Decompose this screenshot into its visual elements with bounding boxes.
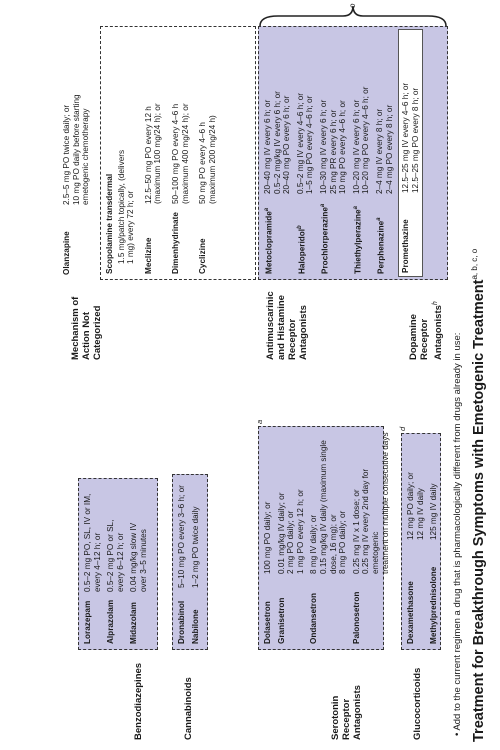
glucocorticoids-box bbox=[401, 433, 441, 650]
drug-dose: 20–40 mg IV every 6 h; or 0.5–2 mg/kg IV every 6 h; or 20–40 mg PO every 6 h; or bbox=[263, 91, 292, 194]
drug-name: Dolasetron bbox=[263, 601, 272, 644]
drug-name: Lorazepam bbox=[83, 600, 92, 644]
drug-dose: 50 mg PO every 4–6 h (maximum 200 mg/24 h) bbox=[198, 115, 217, 204]
drug-dose: 12 mg PO daily; or 12 mg IV daily bbox=[406, 472, 425, 540]
drug-name: Methylprednisolone bbox=[429, 566, 439, 644]
drug-name: Haloperidol$^b$ bbox=[296, 225, 307, 274]
drug-name: Dronabinol bbox=[177, 600, 186, 644]
dopamine-note: h bbox=[432, 301, 439, 306]
drug-name: Olanzapine bbox=[62, 231, 71, 275]
promethazine-row bbox=[398, 29, 423, 277]
drug-dose: 1–2 mg PO twice daily bbox=[190, 506, 200, 588]
title-superscript: a, b, c, o bbox=[470, 248, 479, 280]
drug-name: Alprazolam bbox=[106, 599, 116, 644]
category-benzodiazepines: Benzodiazepines bbox=[133, 662, 144, 740]
drug-dose: 5–10 mg PO every 3–6 h; or bbox=[177, 485, 186, 588]
brace-label: o bbox=[348, 3, 357, 8]
drug-name: Metoclopramide$^a$ bbox=[264, 207, 274, 274]
category-antimuscarinic: Antimuscarinic and Histamine Receptor Antagonists bbox=[265, 291, 309, 360]
drug-name: Nabilone bbox=[190, 609, 200, 644]
drug-dose: 2.5–5 mg PO twice daily; or 10 mg PO daily before starting emetogenic chemotherapy bbox=[62, 94, 91, 205]
page-subtitle: • Add to the current regimen a drug that is pharmacologically different from drugs already in use: bbox=[452, 332, 463, 736]
drug-dose: 0.5–2 mg IV every 4–6 h; or 1–5 mg PO every 4–6 h; or bbox=[295, 92, 315, 194]
benzodiazepines-box bbox=[78, 478, 158, 650]
glucocorticoids-note: d bbox=[398, 426, 407, 431]
drug-dose: 0.25 mg IV x 1 dose; or 0.25 mg IV every 2nd day for emetogenic treatment on multiple consecutive days bbox=[351, 432, 390, 574]
drug-dose: 10–20 mg IV every 6 h; or 10–20 mg PO every 4–6 h; or bbox=[351, 86, 371, 194]
drug-dose: 125 mg IV daily bbox=[429, 483, 439, 540]
olanzapine-entry bbox=[62, 25, 97, 275]
dopamine-box bbox=[258, 26, 448, 280]
antimuscarinic-box bbox=[100, 26, 256, 280]
category-cannabinoids: Cannabinoids bbox=[183, 677, 194, 740]
drug-dose: 100 mg PO daily; or bbox=[263, 501, 272, 574]
serotonin-note: a bbox=[255, 419, 264, 424]
drug-name: Perphenazine$^a$ bbox=[375, 217, 386, 274]
category-not-categorized: Mechanism of Action Not Categorized bbox=[70, 296, 103, 360]
drug-name: Ondansetron bbox=[309, 593, 319, 644]
drug-name: Dexamethasone bbox=[406, 581, 415, 644]
drug-name: Thiethylperazine$^a$ bbox=[352, 206, 363, 274]
serotonin-box bbox=[258, 426, 390, 650]
drug-name: Promethazine bbox=[401, 219, 411, 273]
category-dopamine: Dopamine Receptor Antagonists$^h$ bbox=[408, 301, 445, 360]
drug-name: Prochlorperazine$^a$ bbox=[319, 203, 330, 274]
drug-name: Cyclizine bbox=[198, 238, 208, 274]
drug-dose: 8 mg IV daily; or 0.15 mg/kg IV daily (maximum single dose, 16 mg); or 8 mg PO daily; or bbox=[309, 440, 348, 574]
drug-dose: 0.5–2 mg PO or SL, every 6–12 h; or bbox=[106, 519, 125, 592]
drug-name: Dimenhydrinate bbox=[170, 212, 180, 274]
drug-dose: 0.5–2 mg PO, SL, IV or IM, every 4–12 h; or bbox=[83, 493, 102, 592]
drug-name: Scopolamine transdermal bbox=[105, 173, 114, 274]
drug-dose: 12.5–50 mg PO every 12 h (maximum 100 mg/24 h); or bbox=[143, 103, 163, 204]
drug-name: Palonosetron bbox=[351, 591, 361, 644]
drug-dose: 0.01 mg/kg IV daily; or 2 mg PO daily; or 1 mg PO every 12 h; or bbox=[276, 489, 305, 574]
drug-name: Midazolam bbox=[129, 602, 139, 644]
cannabinoids-box bbox=[172, 474, 208, 650]
category-glucocorticoids: Glucocorticoids bbox=[412, 667, 423, 740]
drug-dose: 12.5–25 mg IV every 4–6 h; or 12.5–25 mg PO every 8 h; or bbox=[401, 82, 420, 193]
drug-name: Meclizine bbox=[143, 237, 153, 274]
page-title: Treatment for Breakthrough Symptoms with Emetogenic Treatment$^{a, b, c, o}$ bbox=[470, 248, 487, 742]
category-serotonin: Serotonin Receptor Antagonists bbox=[330, 685, 363, 740]
drug-dose: 50–100 mg PO every 4–6 h (maximum 400 mg/24 h); or bbox=[170, 103, 190, 204]
drug-dose: 1.5 mg/patch topically, (delivers 1 mg) every 72 h; or bbox=[116, 149, 136, 264]
drug-dose: 10–30 mg IV every 6 h; or 25 mg PR every 6 h; or 10 mg PO every 4–6 h; or bbox=[318, 99, 348, 194]
drug-name: Granisetron bbox=[276, 597, 286, 644]
drug-dose: 0.04 mg/kg slow IV over 3–5 minutes bbox=[129, 522, 148, 592]
drug-dose: 2–4 mg IV every 8 h; or 2–4 mg PO every 8 h; or bbox=[374, 104, 394, 194]
